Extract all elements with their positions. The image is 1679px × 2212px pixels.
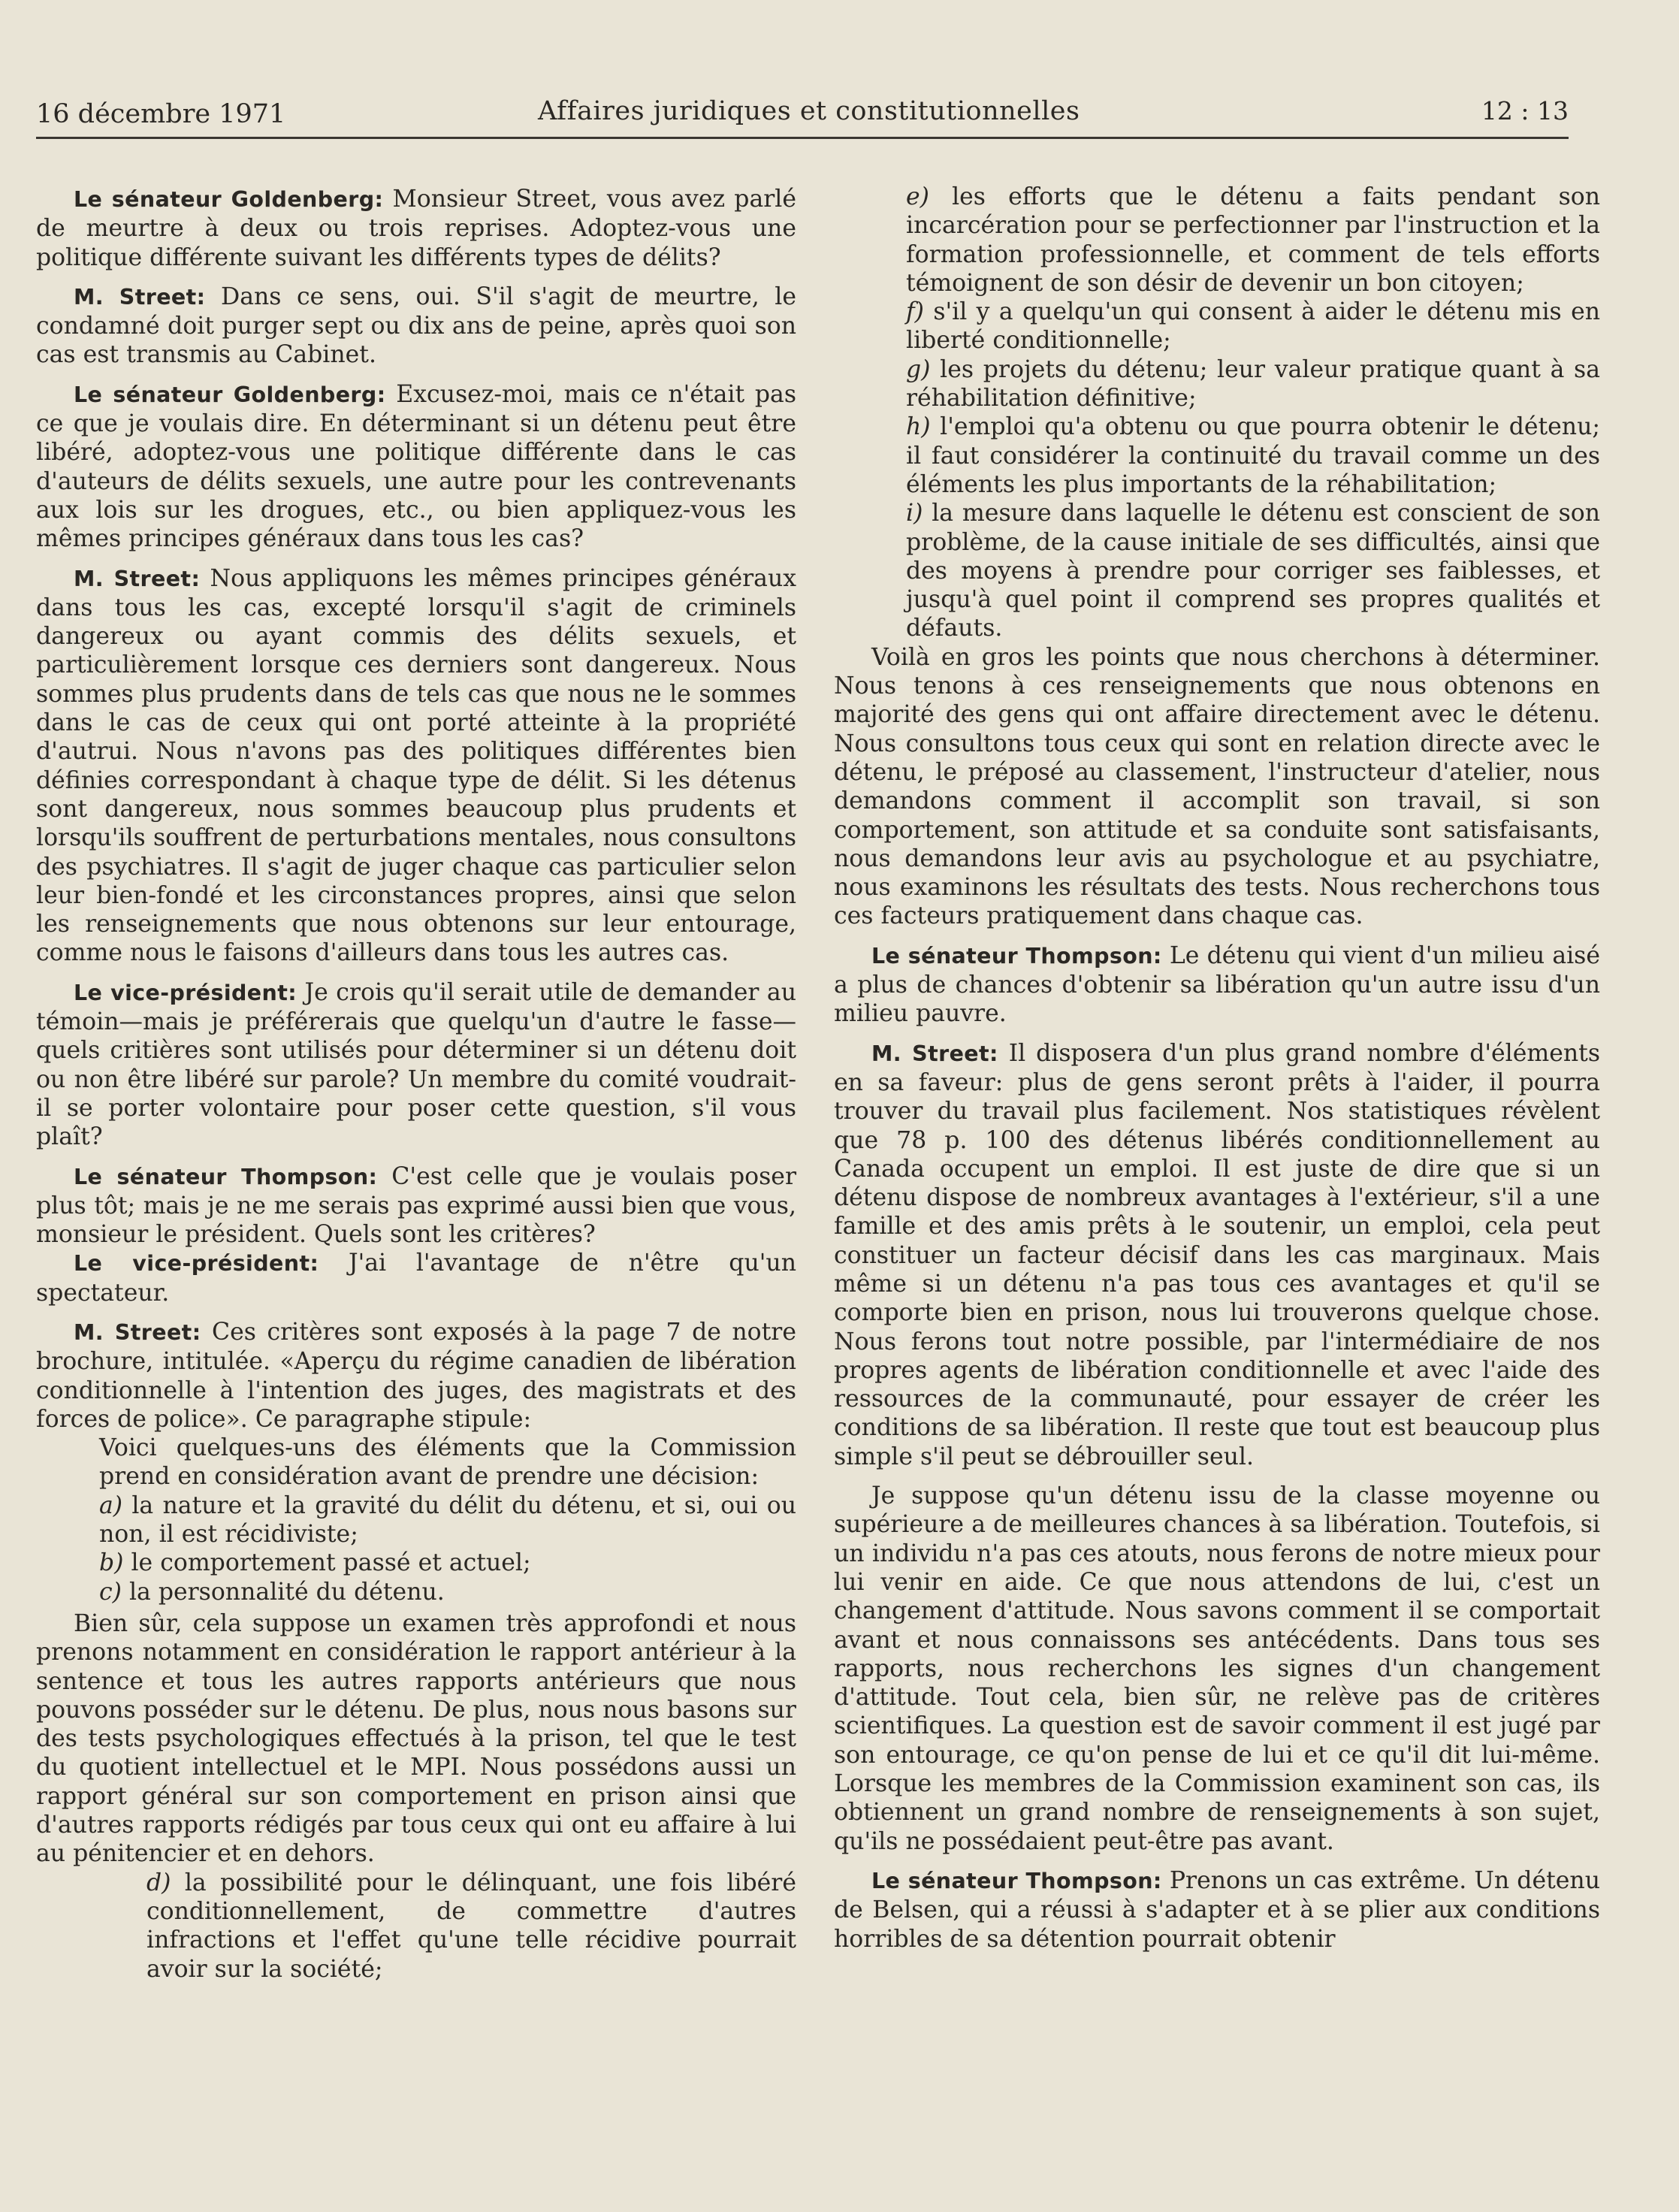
paragraph	[36, 1162, 796, 1250]
speaker: M. Street:	[871, 1041, 998, 1066]
item-letter: g)	[906, 355, 931, 383]
paragraph: Je suppose qu'un détenu issu de la classe moyenne ou supérieure a de meilleures chances à sa libération. Toutefois, si un individu n'a pas ces atouts, nous ferons de notre mieux pour lui venir en aide. Ce que nous attendons de lui, c'est un changement d'attitude. Nous savons comment il se comportait avant et nous connaissons ses antécédents. Dans tous ses rapports, nous recherchons les signes d'un changement d'attitude. Tout cela, bien sûr, ne relève pas de critères scientifiques. La question est de savoir comment il est jugé par son entourage, ce qu'on pense de lui et ce qu'il dit lui-même. Lorsque les membres de la Commission examinent son cas, ils obtiennent un grand nombre de renseignements à son sujet, qu'ils ne possédaient peut-être pas avant.	[834, 1482, 1600, 1855]
running-header	[36, 90, 1569, 139]
speaker: M. Street:	[74, 566, 201, 591]
paragraph	[36, 1318, 796, 1434]
criterion-item	[906, 355, 1600, 413]
criterion-item	[99, 1549, 796, 1577]
paragraph	[36, 380, 796, 554]
item-text: les efforts que le détenu a faits pendant son incarcération pour se perfectionner par l'instruction et la formation professionnelle, et comment de tels efforts témoignent de son désir de devenir un bon citoyen;	[906, 183, 1600, 297]
speech-text: Je crois qu'il serait utile de demander au témoin—mais je préférerais que quelqu'un d'autre le fasse—quels critières sont utilisés pour déterminer si un détenu doit ou non être libéré sur parole? Un membre du comité voudrait-il se porter volontaire pour poser cette question, s'il vous plaît?	[36, 978, 796, 1151]
item-letter: c)	[99, 1578, 122, 1606]
speaker: Le sénateur Thompson:	[871, 1868, 1162, 1893]
header-date: 16 décembre 1971	[36, 99, 286, 129]
page-number: 12 : 13	[1481, 96, 1569, 125]
speaker: Le vice-président:	[74, 980, 297, 1005]
paragraph	[36, 1249, 796, 1307]
item-letter: d)	[146, 1869, 171, 1896]
speech-text: Excusez-moi, mais ce n'était pas ce que je voulais dire. En déterminant si un détenu peut être libéré, adoptez-vous une politique différente dans le cas d'auteurs de délits sexuels, une autre pour les contrevenants aux lois sur les drogues, etc., ou bien appliquez-vous les mêmes principes généraux dans tous les cas?	[36, 380, 797, 553]
item-letter: i)	[906, 500, 923, 527]
speaker: M. Street:	[74, 284, 206, 310]
paragraph: Bien sûr, cela suppose un examen très approfondi et nous prenons notamment en considération le rapport antérieur à la sentence et tous les autres rapports antérieurs que nous pouvons posséder sur le détenu. De plus, nous nous basons sur des tests psychologiques effectués à la prison, tel que le test du quotient intellectuel et le MPI. Nous possédons aussi un rapport général sur son comportement en prison ainsi que d'autres rapports rédigés par tous ceux qui ont eu affaire à lui au pénitencier et en dehors.	[36, 1609, 796, 1868]
item-letter: f)	[906, 298, 924, 326]
speaker: Le sénateur Thompson:	[871, 943, 1162, 969]
right-column	[834, 183, 1600, 1954]
speech-text: Dans ce sens, oui. S'il s'agit de meurtre, le condamné doit purger sept ou dix ans de peine, après quoi son cas est transmis au Cabinet.	[36, 283, 796, 369]
speech-text: Nous appliquons les mêmes principes généraux dans tous les cas, excepté lorsqu'il s'agit de criminels dangereux ou ayant commis des délits sexuels, et particulièrement lorsque ces derniers sont dangereux. Nous sommes plus prudents dans de tels cas que nous ne le sommes dans le cas de ceux qui ont porté atteinte à la propriété d'autrui. Nous n'avons pas des politiques différentes bien définies correspondant à chaque type de délit. Si les détenus sont dangereux, nous sommes beaucoup plus prudents et lorsqu'ils souffrent de perturbations mentales, nous consultons des psychiatres. Il s'agit de juger chaque cas particulier selon leur bien-fondé et les circonstances propres, ainsi que selon les renseignements que nous obtenons sur leur entourage, comme nous le faisons d'ailleurs dans tous les autres cas.	[36, 564, 796, 967]
left-column	[36, 185, 796, 1984]
criterion-item	[906, 499, 1600, 642]
speaker: Le sénateur Goldenberg:	[74, 382, 386, 407]
item-text: s'il y a quelqu'un qui consent à aider le détenu mis en liberté conditionnelle;	[906, 298, 1600, 355]
paragraph	[834, 1866, 1600, 1954]
speech-text: J'ai l'avantage de n'être qu'un spectateur.	[36, 1250, 796, 1307]
item-letter: h)	[906, 413, 931, 441]
speech-text: Monsieur Street, vous avez parlé de meurtre à deux ou trois reprises. Adoptez-vous une politique différente suivant les différents types de délits?	[36, 186, 796, 271]
criterion-item	[99, 1491, 796, 1549]
criterion-item	[146, 1869, 796, 1984]
paragraph	[36, 564, 796, 968]
block-quote: Voici quelques-uns des éléments que la Commission prend en considération avant de prendre une décision:	[99, 1434, 796, 1491]
item-text: la possibilité pour le délinquant, une fois libéré conditionnellement, de commettre d'autres infractions et l'effet qu'une telle récidive pourrait avoir sur la société;	[146, 1869, 796, 1983]
criterion-item	[906, 183, 1600, 298]
speaker: M. Street:	[74, 1319, 201, 1345]
speech-text: Le détenu qui vient d'un milieu aisé a plus de chances d'obtenir sa libération qu'un autre issu d'un milieu pauvre.	[834, 941, 1600, 1028]
speaker: Le vice-président:	[74, 1251, 319, 1277]
item-letter: b)	[99, 1549, 124, 1577]
paragraph	[36, 185, 796, 272]
paragraph: Voilà en gros les points que nous cherchons à déterminer. Nous tenons à ces renseignements que nous obtenons en majorité des gens qui ont affaire directement avec le détenu. Nous consultons tous ceux qui sont en relation directe avec le détenu, le préposé au classement, l'instructeur d'atelier, nous demandons comment il accomplit son travail, si son comportement, son attitude et sa conduite sont satisfaisants, nous demandons leur avis au psychologue et au psychiatre, nous examinons les résultats des tests. Nous recherchons tous ces facteurs pratiquement dans chaque cas.	[834, 643, 1600, 930]
speech-text: Ces critères sont exposés à la page 7 de notre brochure, intitulée. «Aperçu du régime canadien de libération conditionnelle à l'intention des juges, des magistrats et des forces de police». Ce paragraphe stipule:	[36, 1318, 797, 1433]
item-text: le comportement passé et actuel;	[123, 1549, 531, 1577]
paragraph	[834, 941, 1600, 1029]
item-letter: a)	[99, 1491, 123, 1519]
speech-text: Prenons un cas extrême. Un détenu de Belsen, qui a réussi à s'adapter et à se plier aux conditions horribles de sa détention pourrait obtenir	[834, 1866, 1600, 1953]
speaker: Le sénateur Thompson:	[74, 1164, 378, 1189]
item-text: les projets du détenu; leur valeur pratique quant à sa réhabilitation définitive;	[906, 355, 1600, 412]
speech-text: Il disposera d'un plus grand nombre d'éléments en sa faveur: plus de gens seront prêts à l'aider, il pourra trouver du travail plus facilement. Nos statistiques révèlent que 78 p. 100 des détenus libérés conditionnellement au Canada occupent un emploi. Il est juste de dire que si un détenu dispose de nombreux avantages à l'extérieur, s'il a une famille et des amis prêts à le soutenir, un emploi, cela peut constituer un facteur décisif dans les cas marginaux. Mais même si un détenu n'a pas tous ces avantages et qu'il se comporte bien en prison, nous lui trouverons quelque chose. Nous ferons tout notre possible, par l'intermédiaire de nos propres agents de libération conditionnelle et avec l'aide des ressources de la communauté, pour essayer de créer les conditions de sa libération. Il reste que tout est beaucoup plus simple s'il peut se débrouiller seul.	[834, 1039, 1600, 1470]
paragraph	[834, 1039, 1600, 1471]
item-text: la personnalité du détenu.	[121, 1578, 445, 1606]
paragraph	[36, 283, 796, 370]
speech-text: C'est celle que je voulais poser plus tôt; mais je ne me serais pas exprimé aussi bien que vous, monsieur le président. Quels sont les critères?	[36, 1162, 796, 1249]
speaker: Le sénateur Goldenberg:	[74, 187, 384, 212]
item-letter: e)	[906, 183, 929, 210]
criterion-item	[906, 412, 1600, 499]
header-title: Affaires juridiques et constitutionnelles	[538, 96, 1080, 126]
paragraph	[36, 978, 796, 1152]
criterion-item	[99, 1578, 796, 1606]
criterion-item	[906, 298, 1600, 355]
item-text: la mesure dans laquelle le détenu est conscient de son problème, de la cause initiale de ses difficultés, ainsi que des moyens à prendre pour corriger ses faiblesses, et jusqu'à quel point il comprend ses propres qualités et défauts.	[906, 500, 1600, 642]
item-text: la nature et la gravité du délit du détenu, et si, oui ou non, il est récidiviste;	[99, 1491, 796, 1549]
item-text: l'emploi qu'a obtenu ou que pourra obtenir le détenu; il faut considérer la continuité du travail comme un des éléments les plus importants de la réhabilitation;	[906, 413, 1600, 498]
